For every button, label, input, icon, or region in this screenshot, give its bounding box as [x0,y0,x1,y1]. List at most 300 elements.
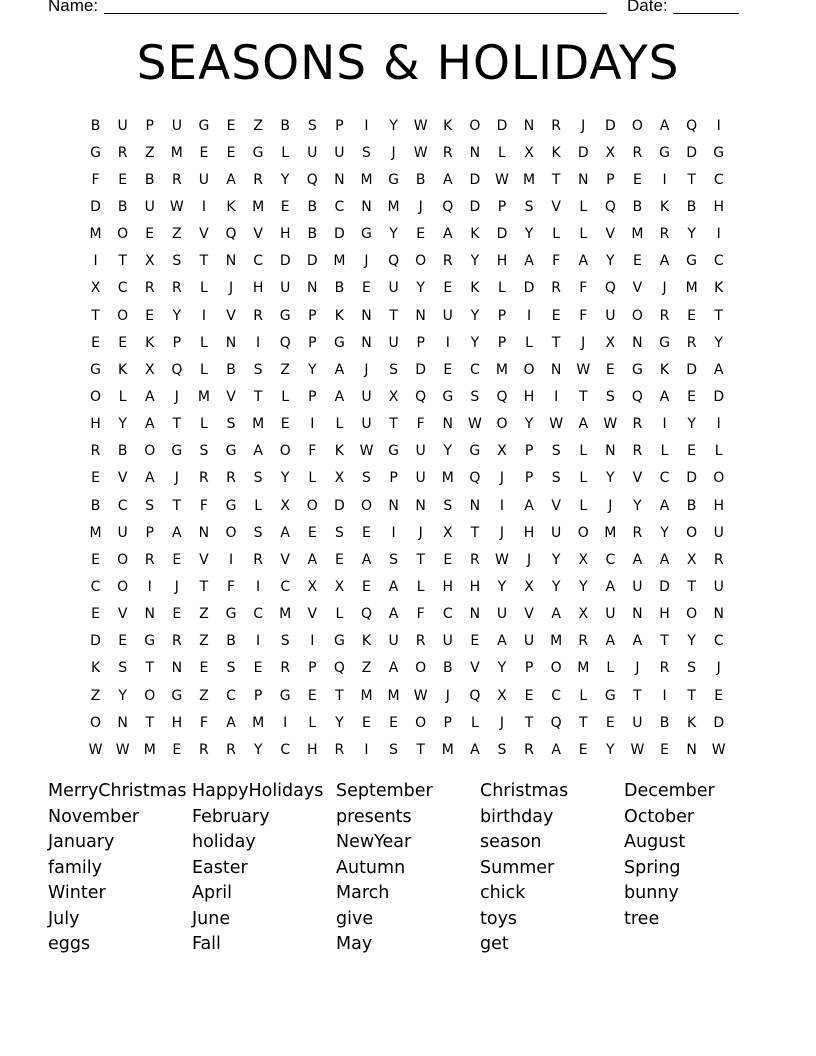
grid-letter: J [499,470,505,487]
grid-letter: N [415,307,426,324]
grid-letter: O [117,551,129,568]
date-blank-line[interactable] [673,13,739,14]
grid-letter: E [253,660,263,677]
grid-letter: R [117,144,128,161]
grid-letter: Q [388,253,400,270]
grid-letter: P [497,198,507,215]
grid-letter: G [90,361,101,378]
word-list-item: March [336,883,390,903]
grid-letter: P [389,470,398,487]
grid-letter: L [525,334,533,351]
grid-letter: S [199,443,209,460]
grid-letter: C [605,551,616,568]
grid-letter: E [632,171,642,188]
grid-letter: Z [172,226,182,243]
grid-letter: Y [172,307,182,324]
grid-letter: C [117,497,128,514]
grid-letter: N [415,497,426,514]
grid-letter: X [686,551,697,568]
grid-letter: E [687,388,697,405]
grid-letter: T [687,578,696,595]
grid-letter: W [467,416,482,433]
grid-letter: T [145,660,155,677]
grid-letter: U [117,117,128,134]
grid-letter: X [144,253,155,270]
word-list-item: April [192,883,232,903]
grid-letter: E [226,144,236,161]
grid-letter: E [362,714,371,731]
grid-letter: S [362,470,371,487]
grid-letter: A [144,388,155,405]
grid-letter: P [308,307,317,324]
grid-letter: R [171,171,182,188]
grid-letter: G [279,687,291,704]
grid-letter: B [334,280,345,297]
grid-letter: Z [90,687,101,704]
grid-letter: I [364,117,369,134]
grid-letter: A [632,633,643,650]
grid-letter: E [605,361,615,378]
grid-letter: L [416,578,425,595]
grid-letter: Z [361,660,372,677]
grid-letter: I [201,307,206,324]
grid-letter: S [280,633,290,650]
name-label: Name: [48,0,99,15]
grid-letter: I [310,633,315,650]
word-list-item: November [48,806,140,827]
grid-letter: A [226,714,236,731]
grid-letter: F [416,606,425,623]
grid-letter: R [659,660,670,677]
grid-letter: U [632,714,643,731]
grid-letter: X [280,497,290,514]
grid-letter: K [551,144,561,161]
grid-letter: E [280,416,290,433]
grid-letter: O [117,307,129,324]
grid-letter: Y [335,714,344,731]
grid-letter: M [441,470,454,487]
grid-letter: V [280,551,290,568]
grid-letter: I [499,497,505,514]
grid-letter: D [604,117,616,134]
grid-letter: S [253,524,263,541]
grid-letter: S [118,660,128,677]
name-blank-line[interactable] [104,13,607,14]
grid-letter: E [551,307,561,324]
grid-letter: H [523,388,535,405]
grid-letter: O [469,117,481,134]
grid-letter: E [687,307,697,324]
grid-letter: L [281,388,290,405]
grid-letter: O [577,524,589,541]
grid-letter: U [388,280,399,297]
grid-letter: D [686,361,697,378]
word-list-item: family [48,857,103,878]
grid-letter: E [443,361,453,378]
grid-letter: G [604,687,616,704]
grid-letter: E [334,551,344,568]
grid-letter: A [172,524,182,541]
grid-letter: T [416,741,425,758]
grid-letter: L [281,144,290,161]
grid-letter: D [469,198,481,215]
grid-letter: N [632,334,643,351]
grid-letter: J [581,117,586,134]
grid-letter: Y [687,416,696,433]
grid-letter: G [171,687,183,704]
grid-letter: V [632,470,643,487]
grid-letter: A [388,660,399,677]
grid-letter: M [279,606,292,623]
grid-letter: U [605,307,616,324]
grid-letter: Q [360,606,372,623]
grid-letter: C [713,253,724,270]
grid-letter: Z [199,633,209,650]
grid-letter: F [308,443,317,460]
grid-letter: A [659,253,670,270]
grid-letter: S [334,524,344,541]
grid-letter: E [307,687,317,704]
grid-letter: T [145,714,155,731]
grid-letter: Y [578,578,588,595]
grid-letter: N [713,606,724,623]
grid-letter: O [360,497,372,514]
grid-letter: B [226,633,236,650]
grid-letter: R [632,144,643,161]
word-list-item: get [480,934,509,954]
grid-letter: O [631,307,643,324]
grid-letter: Q [415,388,427,405]
grid-letter: R [524,741,534,758]
grid-letter: E [91,334,100,351]
grid-letter: O [686,606,698,623]
grid-letter: I [283,714,288,731]
grid-letter: P [145,524,154,541]
grid-letter: R [469,551,480,568]
word-list-item: September [336,781,433,801]
grid-letter: Y [443,443,453,460]
grid-letter: V [253,226,263,243]
grid-letter: U [388,633,399,650]
grid-letter: M [604,524,617,541]
grid-letter: R [415,633,426,650]
grid-letter: N [361,307,372,324]
grid-letter: V [199,226,209,243]
grid-letter: J [418,198,423,215]
grid-letter: U [713,578,724,595]
grid-letter: X [524,578,534,595]
word-list-item: October [624,806,695,827]
grid-letter: Q [442,198,454,215]
grid-letter: A [605,633,616,650]
grid-letter: P [497,307,507,324]
grid-letter: R [632,443,643,460]
page-title: SEASONS & HOLIDAYS [136,36,680,91]
grid-letter: I [554,388,559,405]
grid-letter: P [172,334,182,351]
grid-letter: B [307,198,318,215]
grid-letter: D [334,226,345,243]
grid-letter: R [226,741,236,758]
grid-letter: A [605,578,616,595]
grid-letter: U [388,334,399,351]
grid-letter: P [416,334,425,351]
grid-letter: E [362,280,371,297]
grid-letter: N [469,144,481,161]
grid-letter: G [388,171,399,188]
grid-letter: J [364,253,369,270]
grid-letter: M [387,198,400,215]
grid-letter: X [605,144,616,161]
grid-letter: W [169,198,184,215]
grid-letter: D [659,578,670,595]
grid-letter: J [174,388,179,405]
grid-letter: A [713,361,724,378]
grid-letter: R [90,443,101,460]
grid-letter: E [172,741,182,758]
grid-letter: Q [225,226,237,243]
grid-letter: A [388,578,399,595]
grid-letter: J [662,280,667,297]
grid-letter: I [662,687,667,704]
word-list-item: February [192,806,270,827]
grid-letter: A [578,416,589,433]
grid-letter: A [361,551,372,568]
grid-letter: Y [687,633,696,650]
word-list-item: July [48,908,80,929]
grid-letter: Y [551,551,561,568]
grid-letter: F [226,578,236,595]
grid-letter: S [524,198,534,215]
grid-letter: T [633,687,642,704]
grid-letter: E [605,714,615,731]
grid-letter: A [442,226,453,243]
grid-letter: H [659,606,670,623]
grid-letter: T [172,497,182,514]
grid-letter: B [415,171,426,188]
grid-letter: K [659,361,670,378]
grid-letter: L [552,226,561,243]
grid-letter: W [603,416,618,433]
grid-letter: L [118,388,127,405]
grid-letter: E [118,171,128,188]
grid-letter: N [334,171,345,188]
grid-letter: Z [199,687,209,704]
grid-letter: Y [470,307,480,324]
grid-letter: Y [389,226,398,243]
grid-letter: U [523,633,535,650]
grid-letter: E [660,741,669,758]
grid-letter: R [171,280,182,297]
grid-letter: D [686,470,697,487]
grid-letter: I [716,117,721,134]
grid-letter: P [308,388,317,405]
grid-letter: G [225,443,237,460]
grid-letter: C [253,253,263,270]
grid-letter: E [280,198,290,215]
grid-letter: P [145,117,154,134]
grid-letter: T [335,687,344,704]
grid-letter: U [307,144,318,161]
grid-letter: A [226,171,236,188]
grid-letter: U [361,388,372,405]
grid-letter: R [578,633,589,650]
grid-letter: I [662,171,667,188]
grid-letter: I [310,416,315,433]
grid-letter: K [714,280,724,297]
grid-letter: M [441,741,454,758]
grid-letter: D [469,171,481,188]
grid-letter: B [90,497,101,514]
grid-letter: S [389,361,399,378]
grid-letter: S [551,470,561,487]
grid-letter: N [632,606,643,623]
grid-letter: X [524,144,534,161]
grid-letter: U [144,198,155,215]
grid-letter: W [495,551,509,568]
grid-letter: F [552,253,561,270]
grid-letter: I [256,334,261,351]
word-list-item: Christmas [480,781,569,801]
grid-letter: T [416,551,425,568]
grid-letter: Q [306,171,318,188]
grid-letter: D [713,714,725,731]
grid-letter: E [687,443,697,460]
grid-letter: F [199,714,208,731]
grid-letter: R [551,280,561,297]
grid-letter: T [389,416,398,433]
grid-letter: A [659,117,670,134]
grid-letter: K [470,280,480,297]
grid-letter: E [470,633,480,650]
grid-letter: I [716,416,721,433]
grid-letter: V [117,470,128,487]
grid-letter: A [144,416,155,433]
word-list-item: chick [480,883,526,903]
grid-letter: B [117,443,128,460]
grid-letter: O [117,578,129,595]
word-list-item: January [48,832,115,852]
grid-letter: F [91,171,100,188]
grid-letter: T [470,524,480,541]
grid-letter: G [361,226,372,243]
word-list-item: June [192,908,231,929]
grid-letter: T [687,687,696,704]
grid-letter: T [714,307,723,324]
grid-letter: T [253,388,263,405]
grid-letter: M [523,171,536,188]
grid-letter: Y [389,117,398,134]
grid-letter: Q [604,198,616,215]
grid-letter: Y [308,361,317,378]
grid-letter: E [145,226,155,243]
grid-letter: D [334,497,345,514]
grid-letter: E [389,714,398,731]
word-list-item: presents [336,806,412,827]
grid-letter: D [279,253,291,270]
grid-letter: Q [469,470,481,487]
grid-letter: U [551,524,562,541]
grid-letter: A [551,741,561,758]
grid-letter: B [632,198,643,215]
grid-letter: D [713,388,725,405]
grid-letter: U [605,606,616,623]
grid-letter: I [391,524,396,541]
grid-letter: M [631,226,644,243]
grid-letter: T [389,307,398,324]
grid-letter: L [579,443,588,460]
grid-letter: R [713,551,724,568]
grid-letter: V [117,606,128,623]
grid-letter: N [117,714,128,731]
grid-letter: G [631,361,643,378]
grid-letter: X [497,687,507,704]
grid-letter: J [526,551,532,568]
grid-letter: C [442,606,453,623]
word-list [48,779,768,958]
grid-letter: X [388,388,399,405]
grid-letter: A [280,524,290,541]
grid-letter: U [442,633,453,650]
grid-letter: B [280,117,290,134]
word-list-item: give [336,908,374,929]
grid-letter: P [253,687,263,704]
grid-letter: O [225,524,237,541]
grid-letter: A [551,606,561,623]
grid-letter: E [145,307,155,324]
grid-letter: X [90,280,101,297]
grid-letter: L [335,416,344,433]
grid-letter: Q [604,280,616,297]
grid-letter: O [90,388,102,405]
grid-letter: K [226,198,236,215]
grid-letter: B [307,226,318,243]
grid-letter: V [605,226,616,243]
word-list-item: Spring [624,857,681,878]
grid-letter: L [498,280,506,297]
grid-letter: K [470,226,480,243]
grid-letter: H [252,280,264,297]
grid-letter: W [711,741,726,758]
grid-letter: S [389,551,399,568]
grid-letter: P [606,171,615,188]
grid-letter: H [90,416,101,433]
grid-letter: Y [633,497,642,514]
grid-letter: E [714,687,724,704]
grid-letter: A [442,171,453,188]
grid-letter: O [117,226,129,243]
grid-letter: Y [524,416,534,433]
grid-letter: V [551,497,561,514]
grid-letter: Y [118,416,127,433]
grid-letter: U [280,280,291,297]
grid-letter: A [659,497,670,514]
grid-letter: Z [199,606,209,623]
grid-letter: Y [660,524,669,541]
word-list-item: tree [624,908,660,929]
grid-letter: F [416,416,425,433]
word-list-item: August [624,832,686,852]
grid-letter: N [523,117,535,134]
grid-letter: U [117,524,128,541]
grid-letter: G [171,443,183,460]
grid-letter: M [197,388,210,405]
grid-letter: G [225,497,237,514]
grid-letter: N [307,280,318,297]
grid-letter: E [307,524,317,541]
grid-letter: O [279,443,291,460]
grid-letter: M [333,253,346,270]
